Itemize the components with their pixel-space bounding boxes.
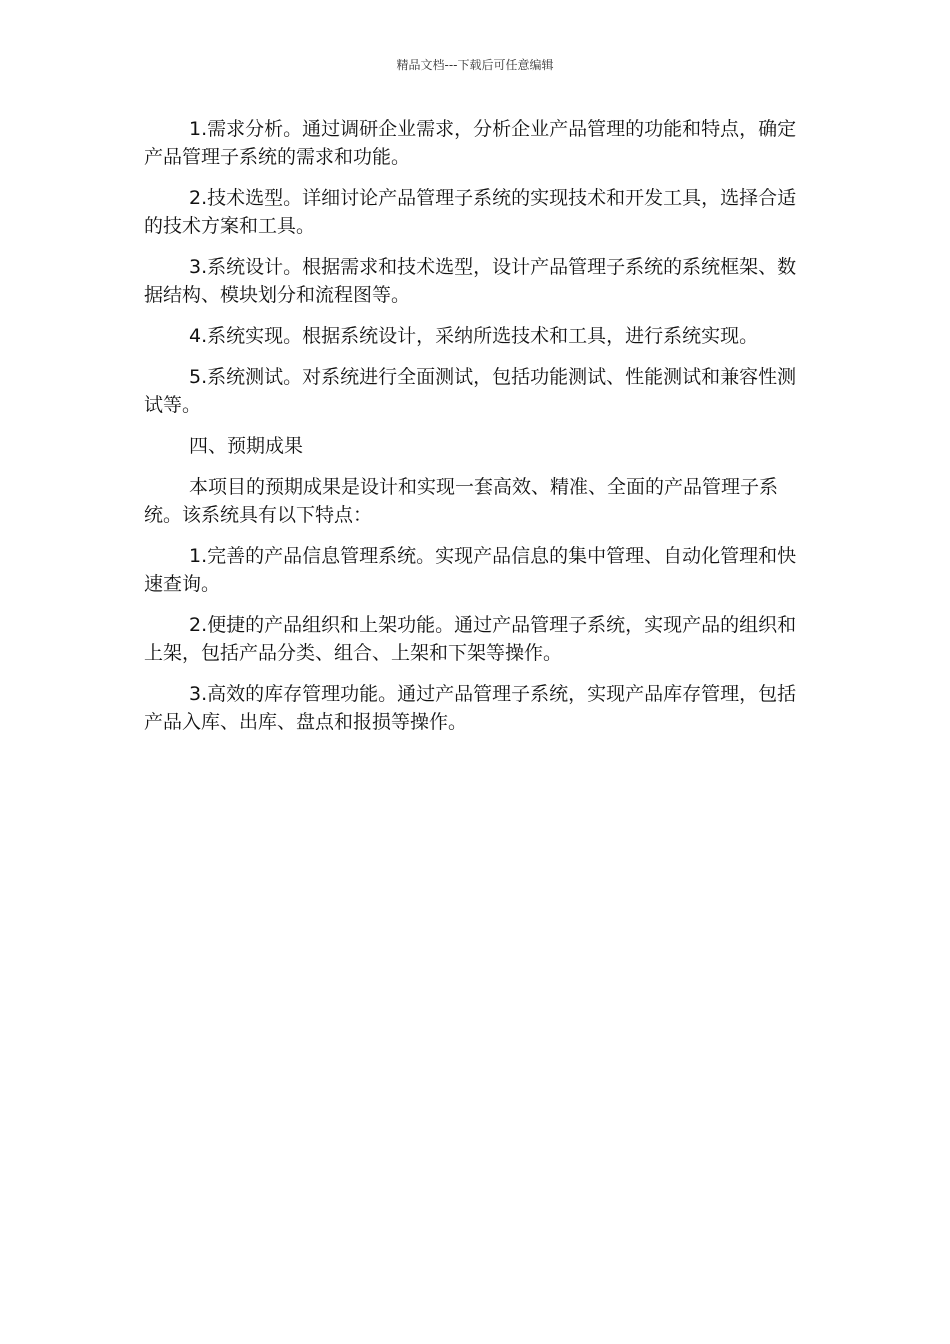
section-heading-expected-results: 四、预期成果	[189, 435, 304, 457]
paragraph-requirements-analysis: 1.需求分析。通过调研企业需求，分析企业产品管理的功能和特点，确定产品管理子系统的需求和功能。	[144, 118, 797, 168]
paragraph-system-testing: 5.系统测试。对系统进行全面测试，包括功能测试、性能测试和兼容性测试等。	[144, 366, 797, 416]
document-body	[144, 115, 804, 749]
paragraph-product-info-management: 1.完善的产品信息管理系统。实现产品信息的集中管理、自动化管理和快速查询。	[144, 545, 797, 595]
page-header: 精品文档---下载后可任意编辑	[396, 58, 554, 72]
paragraph-inventory-management: 3.高效的库存管理功能。通过产品管理子系统，实现产品库存管理，包括产品入库、出库、盘点和报损等操作。	[144, 683, 797, 733]
paragraph-product-organization: 2.便捷的产品组织和上架功能。通过产品管理子系统，实现产品的组织和上架，包括产品分类、组合、上架和下架等操作。	[144, 614, 797, 664]
paragraph-system-implementation: 4.系统实现。根据系统设计，采纳所选技术和工具，进行系统实现。	[189, 325, 759, 347]
paragraph-technology-selection: 2.技术选型。详细讨论产品管理子系统的实现技术和开发工具，选择合适的技术方案和工具。	[144, 187, 797, 237]
paragraph-expected-results-intro: 本项目的预期成果是设计和实现一套高效、精准、全面的产品管理子系统。该系统具有以下特点：	[144, 476, 779, 526]
paragraph-system-design: 3.系统设计。根据需求和技术选型，设计产品管理子系统的系统框架、数据结构、模块划分和流程图等。	[144, 256, 797, 306]
